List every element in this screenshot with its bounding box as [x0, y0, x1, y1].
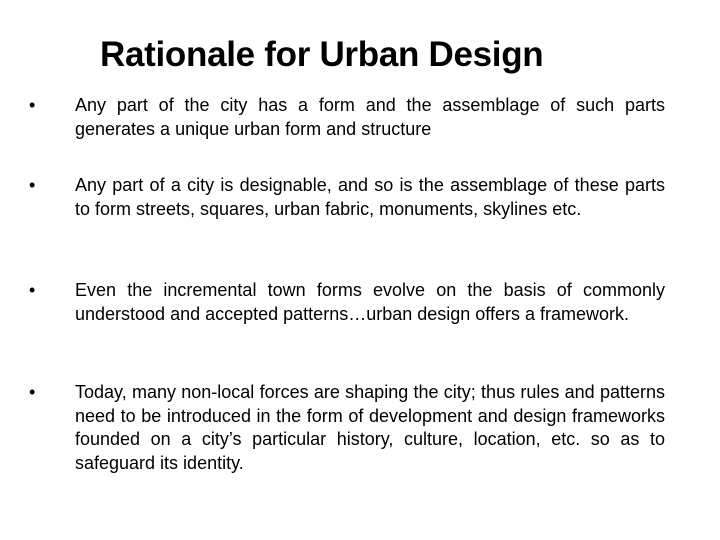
bullet-item — [29, 174, 665, 221]
bullet-text: Any part of a city is designable, and so is the assemblage of these parts to form streets, squares, urban fabric, monuments, skylines etc. — [75, 175, 665, 219]
bullet-marker: • — [29, 280, 36, 300]
bullet-marker: • — [29, 95, 36, 115]
bullet-item — [29, 381, 665, 476]
bullet-item — [29, 279, 665, 326]
bullet-marker: • — [29, 175, 36, 195]
bullet-item — [29, 94, 665, 141]
bullet-marker: • — [29, 382, 36, 402]
slide-title: Rationale for Urban Design — [100, 35, 544, 74]
bullet-text: Today, many non-local forces are shaping the city; thus rules and patterns need to be introduced in the form of development and design frameworks founded on a city’s particular history, culture, location, etc. so as to safeguard its identity. — [75, 382, 665, 474]
bullet-text: Any part of the city has a form and the assemblage of such parts generates a unique urban form and structure — [75, 95, 665, 139]
bullet-text: Even the incremental town forms evolve on the basis of commonly understood and accepted patterns…urban design offers a framework. — [75, 280, 665, 324]
